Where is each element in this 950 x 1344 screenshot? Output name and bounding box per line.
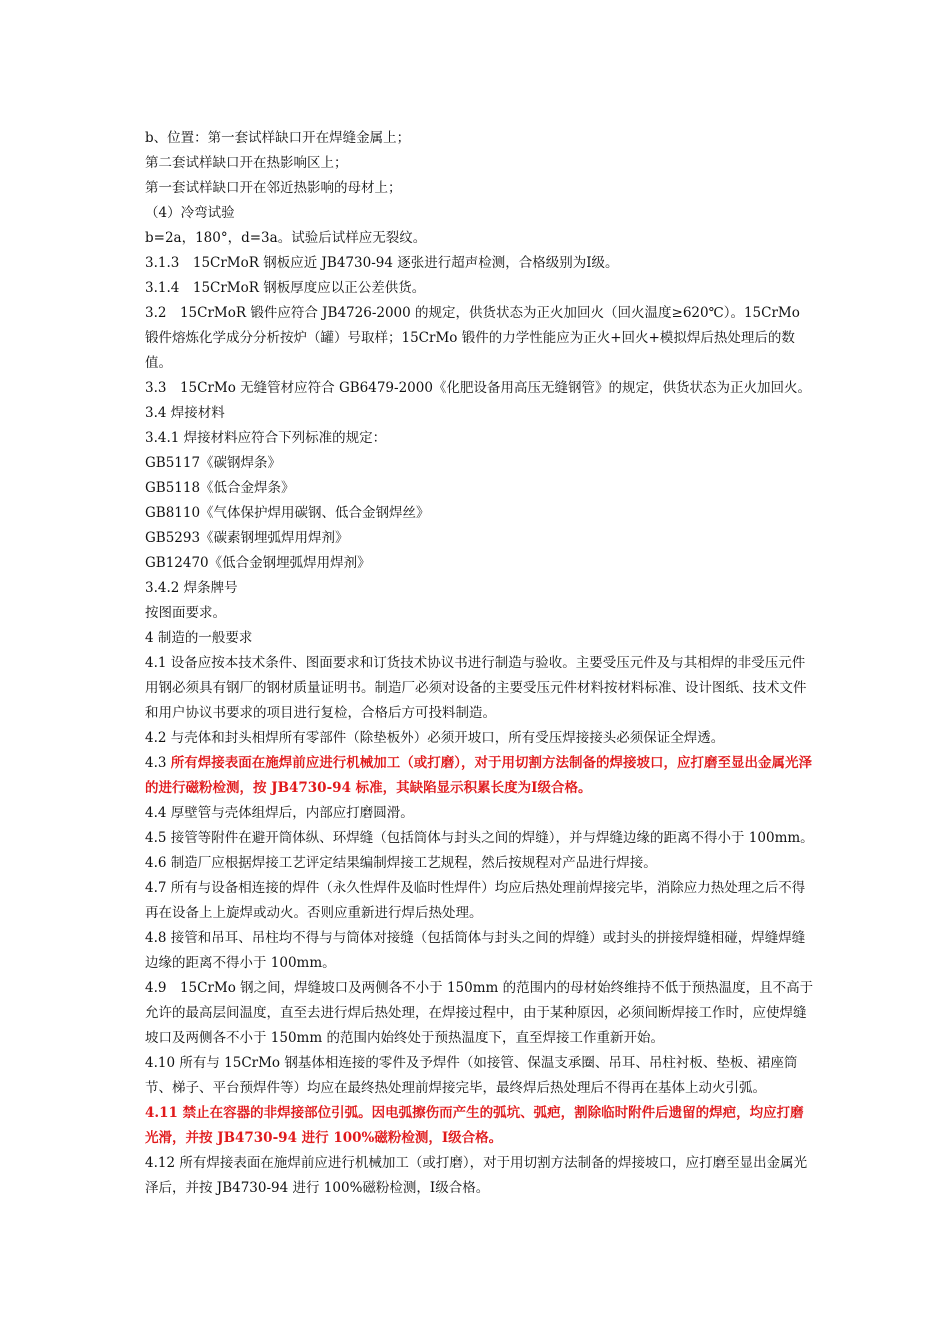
paragraph-notch-position-weld: b、位置：第一套试样缺口开在焊缝金属上；	[145, 130, 411, 146]
paragraph-4-3-number: 4.3	[145, 755, 171, 771]
paragraph-4-11-emphasis: 禁止在容器的非焊接部位引弧。因电弧擦伤而产生的弧坑、弧疤，割除临时附件后遗留的焊疤，均应打磨光滑，并按 JB4730-94 进行 100%磁粉检测，Ⅰ级合格。	[145, 1105, 804, 1146]
section-4-heading: 4 制造的一般要求	[145, 630, 253, 646]
paragraph-3-2: 3.2 15CrMoR 锻件应符合 JB4726-2000 的规定，供货状态为正火加回火（回火温度≥620℃）。15CrMo 锻件熔炼化学成分分析按炉（罐）号取样；15CrMo 锻件的力学性能应为正火+回火+模拟焊后热处理后的数值。	[145, 305, 800, 371]
paragraph-4-9: 4.9 15CrMo 钢之间，焊缝坡口及两侧各不小于 150mm 的范围内的母材始终维持不低于预热温度，且不高于允许的最高层间温度，直至去进行焊后热处理，在焊接过程中，由于某种原因，必须间断焊接工作时，应使焊缝坡口及两侧各不小于 150mm 的范围内始终处于预热温度下，直至焊接工作重新开始。	[145, 980, 814, 1046]
paragraph-3-1-3: 3.1.3 15CrMoR 钢板应近 JB4730-94 逐张进行超声检测，合格级别为Ⅰ级。	[145, 255, 619, 271]
paragraph-4-10: 4.10 所有与 15CrMo 钢基体相连接的零件及予焊件（如接管、保温支承圈、吊耳、吊柱衬板、垫板、裙座筒节、梯子、平台预焊件等）均应在最终热处理前焊接完毕，最终焊后热处理后不得再在基体上动火引弧。	[145, 1055, 798, 1096]
document-body	[145, 126, 815, 1201]
paragraph-3-4-2: 3.4.2 焊条牌号	[145, 580, 238, 596]
paragraph-4-7: 4.7 所有与设备相连接的焊件（永久性焊件及临时性焊件）均应后热处理前焊接完毕，消除应力热处理之后不得再在设备上上旋焊或动火。否则应重新进行焊后热处理。	[145, 880, 806, 921]
paragraph-4-4: 4.4 厚壁管与壳体组焊后，内部应打磨圆滑。	[145, 805, 414, 821]
paragraph-4-11	[145, 1101, 815, 1151]
paragraph-per-drawing: 按图面要求。	[145, 605, 226, 621]
paragraph-4-11-number: 4.11	[145, 1105, 183, 1121]
paragraph-3-4-heading: 3.4 焊接材料	[145, 405, 225, 421]
paragraph-4-5: 4.5 接管等附件在避开筒体纵、环焊缝（包括筒体与封头之间的焊缝），并与焊缝边缘的距离不得小于 100mm。	[145, 830, 814, 846]
paragraph-cold-bend-heading: （4）冷弯试验	[145, 205, 235, 221]
paragraph-4-2: 4.2 与壳体和封头相焊所有零部件（除垫板外）必须开坡口，所有受压焊接接头必须保证全焊透。	[145, 730, 725, 746]
paragraph-4-12: 4.12 所有焊接表面在施焊前应进行机械加工（或打磨），对于用切割方法制备的焊接坡口，应打磨至显出金属光泽后，并按 JB4730-94 进行 100%磁粉检测，Ⅰ级合格。	[145, 1155, 808, 1196]
paragraph-4-1: 4.1 设备应按本技术条件、图面要求和订货技术协议书进行制造与验收。主要受压元件及与其相焊的非受压元件用钢必须具有钢厂的钢材质量证明书。制造厂必须对设备的主要受压元件材料按材料标准、设计图纸、技术文件和用户协议书要求的项目进行复检，合格后方可投料制造。	[145, 655, 807, 721]
standard-gb12470: GB12470《低合金钢埋弧焊用焊剂》	[145, 555, 371, 571]
standard-gb5293: GB5293《碳素钢埋弧焊用焊剂》	[145, 530, 349, 546]
standard-gb5118: GB5118《低合金焊条》	[145, 480, 295, 496]
paragraph-4-6: 4.6 制造厂应根据焊接工艺评定结果编制焊接工艺规程，然后按规程对产品进行焊接。	[145, 855, 657, 871]
paragraph-4-3	[145, 751, 815, 801]
paragraph-cold-bend-spec: b=2a，180°，d=3a。试验后试样应无裂纹。	[145, 230, 427, 246]
paragraph-notch-position-base: 第一套试样缺口开在邻近热影响的母材上；	[145, 180, 402, 196]
paragraph-3-3: 3.3 15CrMo 无缝管材应符合 GB6479-2000《化肥设备用高压无缝钢管》的规定，供货状态为正火加回火。	[145, 380, 811, 396]
paragraph-notch-position-haz: 第二套试样缺口开在热影响区上；	[145, 155, 348, 171]
paragraph-4-8: 4.8 接管和吊耳、吊柱均不得与与筒体对接缝（包括筒体与封头之间的焊缝）或封头的拼接焊缝相碰，焊缝焊缝边缘的距离不得小于 100mm。	[145, 930, 806, 971]
paragraph-3-1-4: 3.1.4 15CrMoR 钢板厚度应以正公差供货。	[145, 280, 426, 296]
paragraph-4-3-emphasis: 所有焊接表面在施焊前应进行机械加工（或打磨），对于用切割方法制备的焊接坡口，应打磨至显出金属光泽的进行磁粉检测，按 JB4730-94 标准，其缺陷显示积累长度为Ⅰ级合格。	[145, 755, 813, 796]
standard-gb8110: GB8110《气体保护焊用碳钢、低合金钢焊丝》	[145, 505, 430, 521]
standard-gb5117: GB5117《碳钢焊条》	[145, 455, 282, 471]
paragraph-3-4-1: 3.4.1 焊接材料应符合下列标准的规定：	[145, 430, 387, 446]
